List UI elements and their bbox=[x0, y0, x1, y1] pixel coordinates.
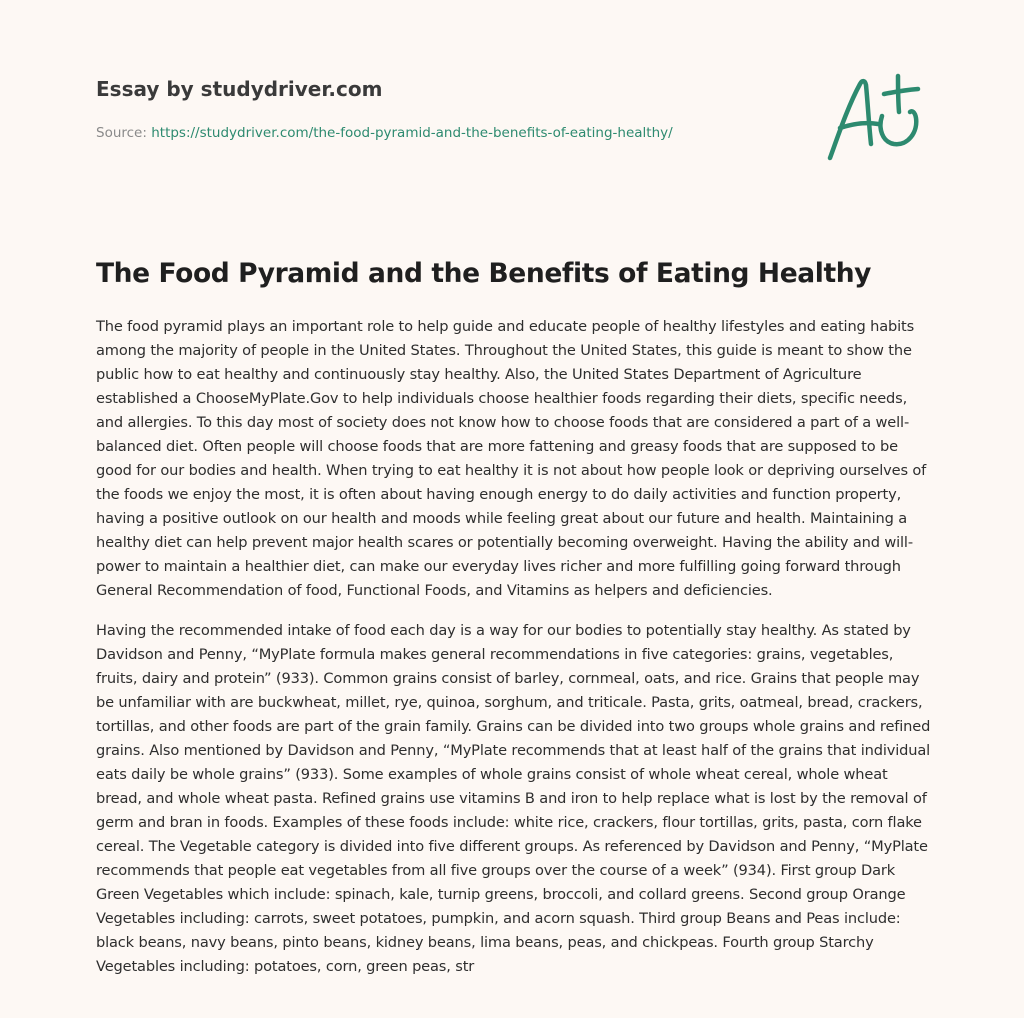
a-plus-grade-logo bbox=[818, 66, 928, 166]
a-plus-icon bbox=[818, 66, 928, 166]
paragraph-1: The food pyramid plays an important role to help guide and educate people of healthy lifestyles and eating habits among the majority of people in the United States. Throughout the United States, this guide is meant to show the public how to eat healthy and continuously stay healthy. Also, the United States Department of Agriculture established a ChooseMyPlate.Gov to help individuals choose healthier foods regarding their diets, specific needs, and allergies. To this day most of society does not know how to choose foods that are considered a part of a well-balanced diet. Often people will choose foods that are more fattening and greasy foods that are supposed to be good for our bodies and health. When trying to eat healthy it is not about how people look or depriving ourselves of the foods we enjoy the most, it is often about having enough energy to do daily activities and function property, having a positive outlook on our health and moods while feeling great about our future and health. Maintaining a healthy diet can help prevent major health scares or potentially becoming overweight. Having the ability and will-power to maintain a healthier diet, can make our everyday lives richer and more fulfilling going forward through General Recommendation of food, Functional Foods, and Vitamins as helpers and deficiencies. bbox=[96, 318, 927, 599]
essay-header bbox=[96, 74, 796, 143]
source-link[interactable]: https://studydriver.com/the-food-pyramid-and-the-benefits-of-eating-healthy/ bbox=[151, 125, 673, 141]
essay-body bbox=[96, 315, 936, 995]
essay-title: The Food Pyramid and the Benefits of Eating Healthy bbox=[96, 258, 872, 289]
source-label: Source: bbox=[96, 125, 152, 141]
source-line bbox=[96, 123, 796, 143]
paragraph-2: Having the recommended intake of food each day is a way for our bodies to potentially stay healthy. As stated by Davidson and Penny, “MyPlate formula makes general recommendations in five categories: grains, vegetables, fruits, dairy and protein” (933). Common grains consist of barley, cornmeal, oats, and rice. Grains that people may be unfamiliar with are buckwheat, millet, rye, quinoa, sorghum, and triticale. Pasta, grits, oatmeal, bread, crackers, tortillas, and other foods are part of the grain family. Grains can be divided into two groups whole grains and refined grains. Also mentioned by Davidson and Penny, “MyPlate recommends that at least half of the grains that individual eats daily be whole grains” (933). Some examples of whole grains consist of whole wheat cereal, whole wheat bread, and whole wheat pasta. Refined grains use vitamins B and iron to help replace what is lost by the removal of germ and bran in foods. Examples of these foods include: white rice, crackers, flour tortillas, grits, pasta, corn flake cereal. The Vegetable category is divided into five different groups. As referenced by Davidson and Penny, “MyPlate recommends that people eat vegetables from all five groups over the course of a week” (934). First group Dark Green Vegetables which include: spinach, kale, turnip greens, broccoli, and collard greens. Second group Orange Vegetables including: carrots, sweet potatoes, pumpkin, and acorn squash. Third group Beans and Peas include: black beans, navy beans, pinto beans, kidney beans, lima beans, peas, and chickpeas. Fourth group Starchy Vegetables including: potatoes, corn, green peas, str bbox=[96, 622, 931, 975]
site-brand: Essay by studydriver.com bbox=[96, 77, 383, 101]
